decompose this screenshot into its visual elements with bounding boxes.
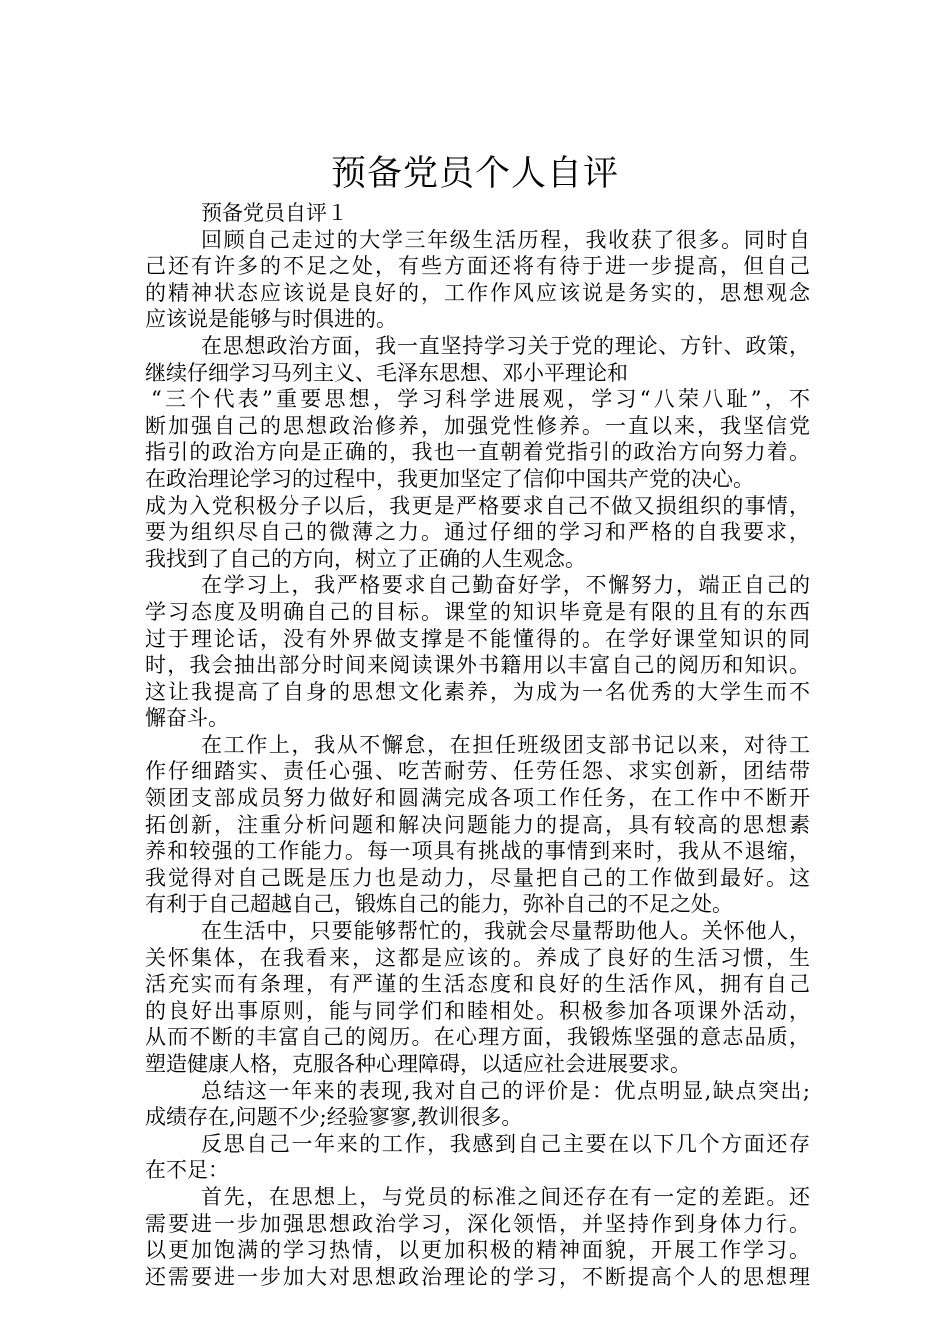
text-line: 养和较强的工作能力。每一项具有挑战的事情到来时，我从不退缩， <box>145 839 810 864</box>
text-line: 拓创新，注重分析问题和解决问题能力的提高，具有较高的思想素 <box>145 812 810 837</box>
text-line: “三个代表”重要思想，学习科学进展观，学习“八荣八耻”，不 <box>151 387 810 412</box>
text-line: 学习态度及明确自己的目标。课堂的知识毕竟是有限的且有的东西 <box>145 599 810 624</box>
text-line: 断加强自己的思想政治修养，加强党性修养。一直以来，我坚信党 <box>145 413 810 438</box>
text-line: 在思想政治方面，我一直坚持学习关于党的理论、方针、政策， <box>201 333 810 358</box>
text-line: 有利于自己超越自己，锻炼自己的能力，弥补自己的不足之处。 <box>145 892 733 917</box>
text-line: 反思自己一年来的工作，我感到自己主要在以下几个方面还存 <box>201 1131 810 1156</box>
text-line: 继续仔细学习马列主义、毛泽东思想、邓小平理论和 <box>145 360 628 385</box>
text-line: 己还有许多的不足之处，有些方面还将有待于进一步提高，但自己 <box>145 254 810 279</box>
text-line: 在学习上，我严格要求自己勤奋好学，不懈努力，端正自己的 <box>201 573 810 598</box>
text-line: 的良好出事原则，能与同学们和睦相处。积极参加各项课外活动， <box>145 998 810 1023</box>
text-line: 回顾自己走过的大学三年级生活历程，我收获了很多。同时自 <box>201 227 810 252</box>
text-line: 这让我提高了自身的思想文化素养，为成为一名优秀的大学生而不 <box>145 679 810 704</box>
text-line: 预备党员自评１ <box>201 201 348 225</box>
text-line: 时，我会抽出部分时间来阅读课外书籍用以丰富自己的阅历和知识。 <box>145 653 810 678</box>
text-line: 在生活中，只要能够帮忙的，我就会尽量帮助他人。关怀他人， <box>201 919 810 944</box>
text-line: 需要进一步加强思想政治学习，深化领悟，并坚持作到身体力行。 <box>145 1211 810 1236</box>
text-line: 在不足： <box>145 1158 229 1183</box>
text-line: 塑造健康人格，克服各种心理障碍，以适应社会进展要求。 <box>145 1052 691 1076</box>
text-line: 我找到了自己的方向，树立了正确的人生观念。 <box>145 546 586 571</box>
text-line: 指引的政治方向是正确的，我也一直朝着党指引的政治方向努力着。 <box>145 440 810 465</box>
text-line: 还需要进一步加大对思想政治理论的学习，不断提高个人的思想理 <box>145 1264 810 1289</box>
text-line: 作仔细踏实、责任心强、吃苦耐劳、任劳任怨、求实创新，团结带 <box>145 759 810 784</box>
document-body <box>145 200 810 1290</box>
text-line: 过于理论话，没有外界做支撑是不能懂得的。在学好课堂知识的同 <box>145 626 810 651</box>
text-line: 应该说是能够与时俱进的。 <box>145 307 397 332</box>
text-line: 我觉得对自己既是压力也是动力，尽量把自己的工作做到最好。这 <box>145 865 810 890</box>
text-line: 要为组织尽自己的微薄之力。通过仔细的学习和严格的自我要求， <box>145 520 810 545</box>
text-line: 在政治理论学习的过程中，我更加坚定了信仰中国共产党的决心。 <box>145 466 754 491</box>
text-line: 关怀集体，在我看来，这都是应该的。养成了良好的生活习惯，生 <box>145 945 810 970</box>
text-line: 首先，在思想上，与党员的标准之间还存在有一定的差距。还 <box>201 1184 810 1209</box>
text-line: 懈奋斗。 <box>145 706 229 731</box>
text-line: 成为入党积极分子以后，我更是严格要求自己不做又损组织的事情， <box>145 493 810 518</box>
text-line: 领团支部成员努力做好和圆满完成各项工作任务，在工作中不断开 <box>145 786 810 811</box>
text-line: 从而不断的丰富自己的阅历。在心理方面，我锻炼坚强的意志品质， <box>145 1025 810 1050</box>
text-line: 总结这一年来的表现,我对自己的评价是：优点明显,缺点突出; <box>201 1078 810 1103</box>
document-title: 预备党员个人自评 <box>330 154 619 195</box>
text-line: 的精神状态应该说是良好的，工作作风应该说是务实的，思想观念 <box>145 280 810 305</box>
text-line: 活充实而有条理，有严谨的生活态度和良好的生活作风，拥有自己 <box>145 972 810 997</box>
text-line: 成绩存在,问题不少;经验寥寥,教训很多。 <box>145 1105 523 1130</box>
text-line: 在工作上，我从不懈怠，在担任班级团支部书记以来，对待工 <box>201 732 810 757</box>
text-line: 以更加饱满的学习热情，以更加积极的精神面貌，开展工作学习。 <box>145 1238 810 1263</box>
